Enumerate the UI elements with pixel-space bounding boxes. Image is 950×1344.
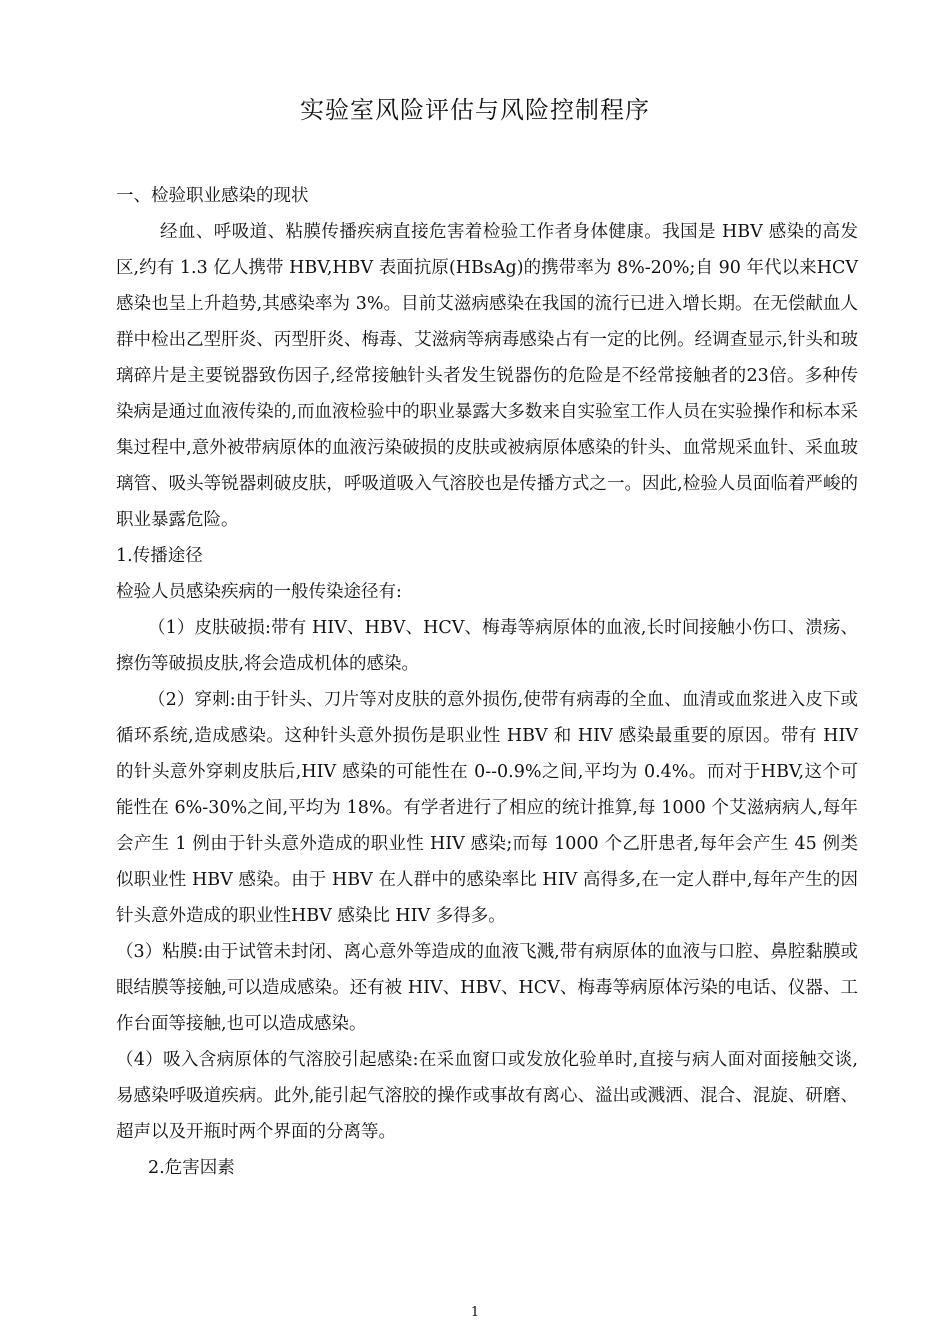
subsection-heading: 2.危害因素 xyxy=(148,1158,235,1178)
list-item: （1）皮肤破损:带有 HIV、HBV、HCV、梅毒等病原体的血液,长时间接触小伤口、溃疡、擦伤等破损皮肤,将会造成机体的感染。 xyxy=(116,618,858,674)
list-item: （4）吸入含病原体的气溶胶引起感染:在采血窗口或发放化验单时,直接与病人面对面接触交谈,易感染呼吸道疾病。此外,能引起气溶胶的操作或事故有离心、溢出或溅洒、混合、混旋、研磨、超声以及开瓶时两个界面的分离等。 xyxy=(116,1050,858,1142)
list-item: （2）穿刺:由于针头、刀片等对皮肤的意外损伤,使带有病毒的全血、血清或血浆进入皮下或循环系统,造成感染。这种针头意外损伤是职业性 HBV 和 HIV 感染最重要的原因。带有 HIV 的针头意外穿刺皮肤后,HIV 感染的可能性在 0--0.9%之间,平均为 0.4%。而对于HBV,这个可能性在 6%-30%之间,平均为 18%。有学者进行了相应的统计推算,每 1000 个艾滋病病人,每年会产生 1 例由于针头意外造成的职业性 HIV 感染;而每 1000 个乙肝患者,每年会产生 45 例类似职业性 HBV 感染。由于 HBV 在人群中的感染率比 HIV 高得多,在一定人群中,每年产生的因针头意外造成的职业性HBV 感染比 HIV 多得多。 xyxy=(116,690,858,926)
page-number: 1 xyxy=(470,1305,480,1320)
paragraph: 经血、呼吸道、粘膜传播疾病直接危害着检验工作者身体健康。我国是 HBV 感染的高发区,约有 1.3 亿人携带 HBV,HBV 表面抗原(HBsAg)的携带率为 8%-20%;自 90 年代以来HCV 感染也呈上升趋势,其感染率为 3%。目前艾滋病感染在我国的流行已进入增长期。在无偿献血人群中检出乙型肝炎、丙型肝炎、梅毒、艾滋病等病毒感染占有一定的比例。经调查显示,针头和玻璃碎片是主要锐器致伤因子,经常接触针头者发生锐器伤的危险是不经常接触者的23倍。多种传染病是通过血液传染的,而血液检验中的职业暴露大多数来自实验室工作人员在实验操作和标本采集过程中,意外被带病原体的血液污染破损的皮肤或被病原体感染的针头、血常规采血针、采血玻璃管、吸头等锐器刺破皮肤，呼吸道吸入气溶胶也是传播方式之一。因此,检验人员面临着严峻的职业暴露危险。 xyxy=(116,222,858,530)
paragraph: 检验人员感染疾病的一般传染途径有: xyxy=(116,582,402,602)
document-title: 实验室风险评估与风险控制程序 xyxy=(300,96,650,124)
subsection-heading: 1.传播途径 xyxy=(116,546,203,566)
document-body xyxy=(116,178,858,1186)
list-item: （3）粘膜:由于试管未封闭、离心意外等造成的血液飞溅,带有病原体的血液与口腔、鼻腔黏膜或眼结膜等接触,可以造成感染。还有被 HIV、HBV、HCV、梅毒等病原体污染的电话、仪器、工作台面等接触,也可以造成感染。 xyxy=(116,942,858,1034)
section-heading: 一、检验职业感染的现状 xyxy=(116,186,309,206)
